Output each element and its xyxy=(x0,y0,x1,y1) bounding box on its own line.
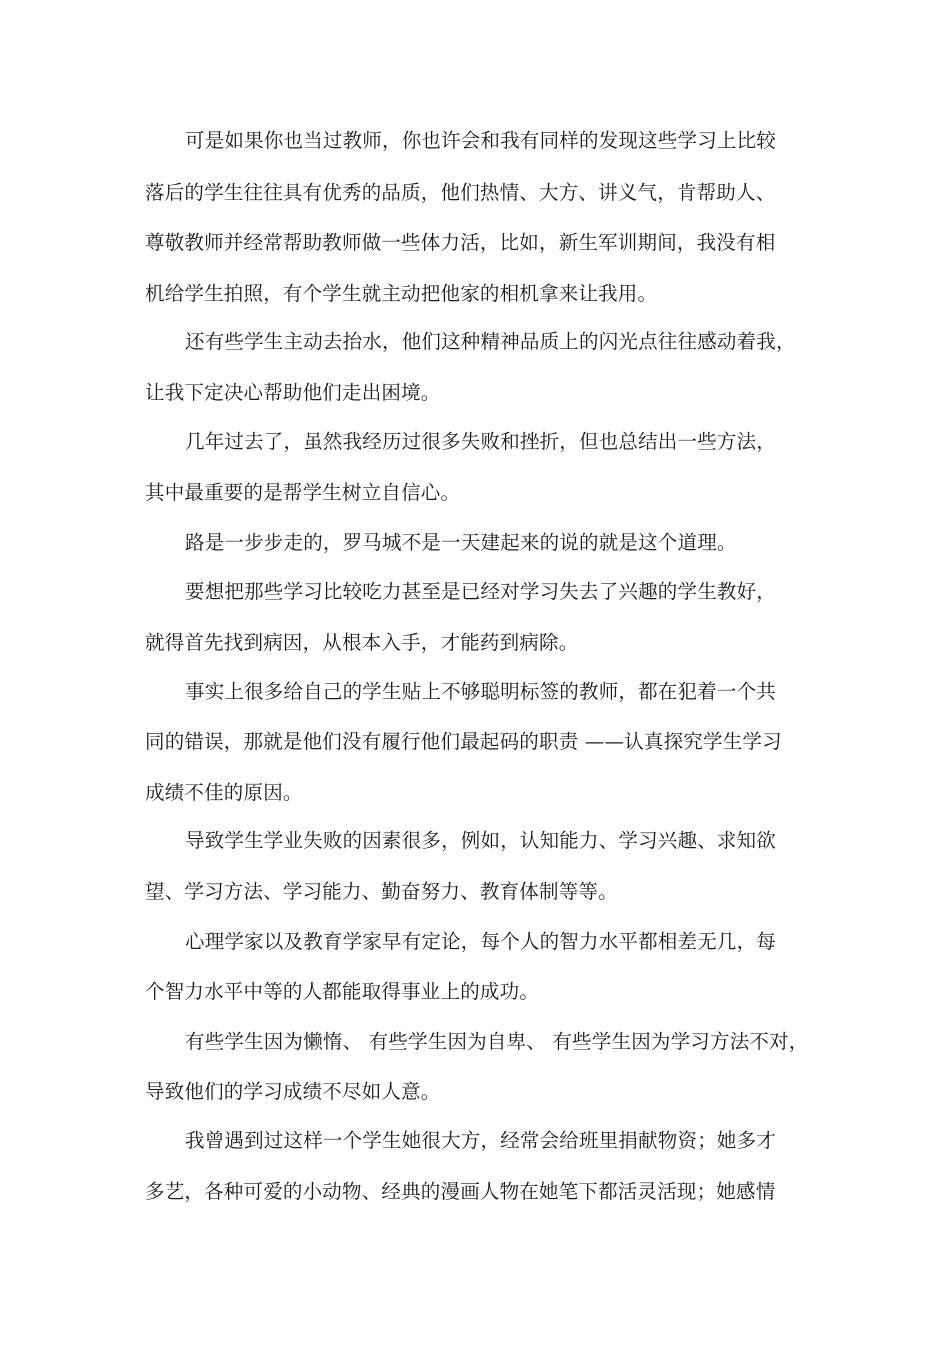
text-line: 几年过去了，虽然我经历过很多失败和挫折，但也总结出一些方法， xyxy=(185,430,777,453)
text-line: 多艺，各种可爱的小动物、经典的漫画人物在她笔下都活灵活现；她感情 xyxy=(145,1180,776,1203)
text-line: 落后的学生往往具有优秀的品质，他们热情、大方、讲义气，肯帮助人、 xyxy=(145,181,776,204)
text-line: 我曾遇到过这样一个学生她很大方，经常会给班里捐献物资；她多才 xyxy=(185,1129,777,1152)
text-line: 导致他们的学习成绩不尽如人意。 xyxy=(145,1080,441,1103)
text-line: 就得首先找到病因，从根本入手，才能药到病除。 xyxy=(145,631,579,654)
text-line: 个智力水平中等的人都能取得事业上的成功。 xyxy=(145,980,540,1003)
text-line: 心理学家以及教育学家早有定论，每个人的智力水平都相差无几，每 xyxy=(185,930,777,953)
text-line: 还有些学生主动去抬水，他们这种精神品质上的闪光点往往感动着我， xyxy=(185,330,796,353)
text-line: 路是一步步走的，罗马城不是一天建起来的说的就是这个道理。 xyxy=(185,531,737,554)
text-line: 同的错误，那就是他们没有履行他们最起码的职责 ——认真探究学生学习 xyxy=(145,730,782,753)
text-line: 尊敬教师并经常帮助教师做一些体力活，比如，新生军训期间，我没有相 xyxy=(145,231,776,254)
text-line: 机给学生拍照，有个学生就主动把他家的相机拿来让我用。 xyxy=(145,282,658,305)
text-line: 其中最重要的是帮学生树立自信心。 xyxy=(145,481,461,504)
text-line: 有些学生因为懒惰、 有些学生因为自卑、 有些学生因为学习方法不对， xyxy=(185,1030,809,1053)
text-line: 望、学习方法、学习能力、勤奋努力、教育体制等等。 xyxy=(145,880,618,903)
text-line: 成绩不佳的原因。 xyxy=(145,781,303,804)
text-line: 要想把那些学习比较吃力甚至是已经对学习失去了兴趣的学生教好， xyxy=(185,580,777,603)
text-line: 导致学生学业失败的因素很多，例如，认知能力、学习兴趣、求知欲 xyxy=(185,829,777,852)
text-line: 让我下定决心帮助他们走出困境。 xyxy=(145,381,441,404)
text-line: 事实上很多给自己的学生贴上不够聪明标签的教师，都在犯着一个共 xyxy=(185,680,777,703)
text-line: 可是如果你也当过教师，你也许会和我有同样的发现这些学习上比较 xyxy=(185,129,777,152)
